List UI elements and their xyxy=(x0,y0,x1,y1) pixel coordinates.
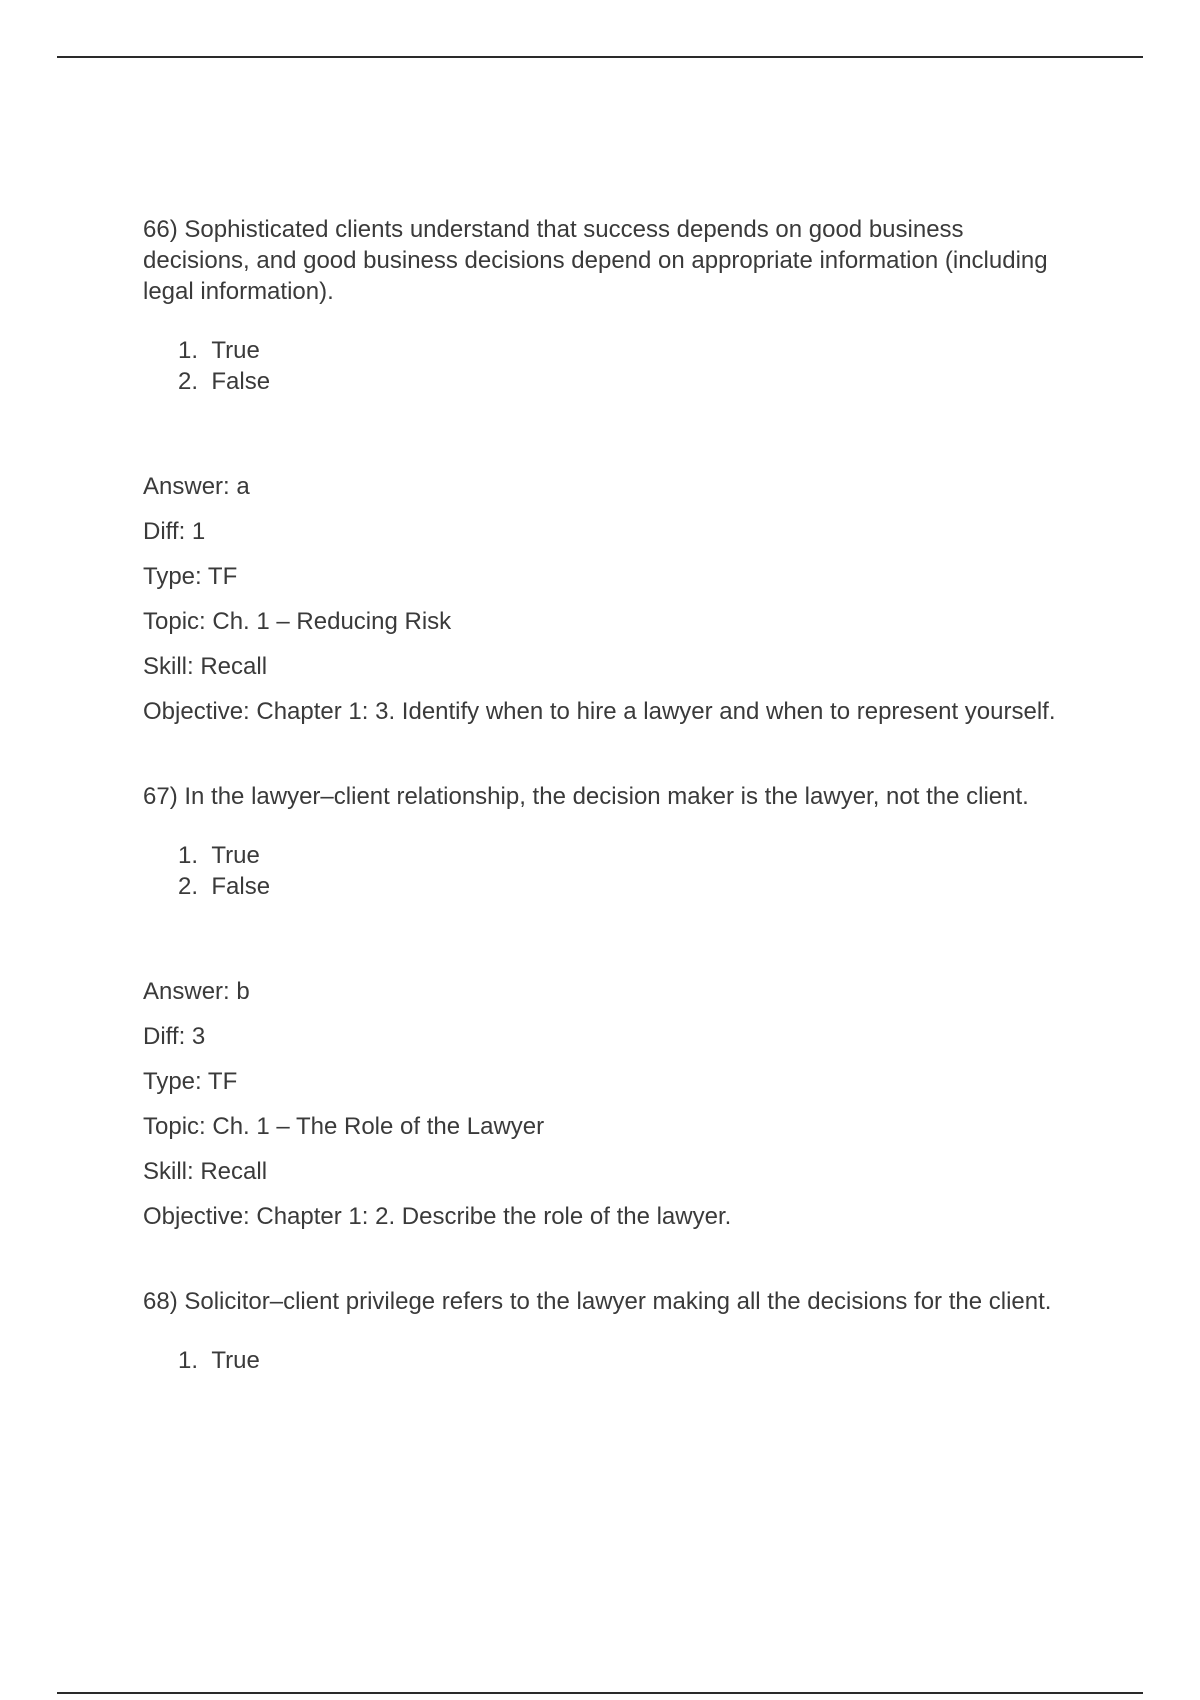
question-prompt: In the lawyer–client relationship, the decision maker is the lawyer, not the client. xyxy=(184,783,1029,810)
skill-line: Skill: Recall xyxy=(143,1158,268,1185)
option-label: True xyxy=(211,842,260,869)
option-item xyxy=(178,871,1058,902)
option-label: True xyxy=(211,1347,260,1374)
option-number: 2. xyxy=(178,873,199,900)
option-label: False xyxy=(211,368,271,395)
option-item xyxy=(178,335,1058,366)
option-list xyxy=(143,1345,1058,1376)
top-rule xyxy=(57,56,1143,58)
question-metadata xyxy=(143,976,1058,1232)
skill-line: Skill: Recall xyxy=(143,653,268,680)
question-text xyxy=(143,781,1058,812)
option-label: False xyxy=(211,873,271,900)
topic-line: Topic: Ch. 1 – Reducing Risk xyxy=(143,608,452,635)
option-number: 1. xyxy=(178,337,199,364)
question-number: 66) xyxy=(143,216,178,243)
type-line: Type: TF xyxy=(143,1068,238,1095)
option-item xyxy=(178,1345,1058,1376)
bottom-rule xyxy=(57,1692,1143,1694)
option-number: 1. xyxy=(178,842,199,869)
question-number: 68) xyxy=(143,1288,178,1315)
option-label: True xyxy=(211,337,260,364)
question-text xyxy=(143,214,1058,307)
type-line: Type: TF xyxy=(143,563,238,590)
question-prompt: Solicitor–client privilege refers to the lawyer making all the decisions for the client. xyxy=(184,1288,1052,1315)
option-number: 2. xyxy=(178,368,199,395)
question-67 xyxy=(143,781,1058,1232)
objective-line: Objective: Chapter 1: 3. Identify when to hire a lawyer and when to represent yourself. xyxy=(143,698,1056,725)
question-prompt: Sophisticated clients understand that success depends on good business decisions, and good business decisions depend on appropriate information (including legal information). xyxy=(143,216,1048,305)
difficulty-line: Diff: 3 xyxy=(143,1023,206,1050)
option-number: 1. xyxy=(178,1347,199,1374)
objective-line: Objective: Chapter 1: 2. Describe the role of the lawyer. xyxy=(143,1203,732,1230)
question-text xyxy=(143,1286,1058,1317)
option-item xyxy=(178,840,1058,871)
question-number: 67) xyxy=(143,783,178,810)
option-list xyxy=(143,335,1058,397)
difficulty-line: Diff: 1 xyxy=(143,518,206,545)
answer-line: Answer: b xyxy=(143,978,250,1005)
topic-line: Topic: Ch. 1 – The Role of the Lawyer xyxy=(143,1113,545,1140)
question-68 xyxy=(143,1286,1058,1376)
answer-line: Answer: a xyxy=(143,473,250,500)
document-body xyxy=(143,214,1058,1376)
option-list xyxy=(143,840,1058,902)
question-66 xyxy=(143,214,1058,727)
option-item xyxy=(178,366,1058,397)
question-metadata xyxy=(143,471,1058,727)
